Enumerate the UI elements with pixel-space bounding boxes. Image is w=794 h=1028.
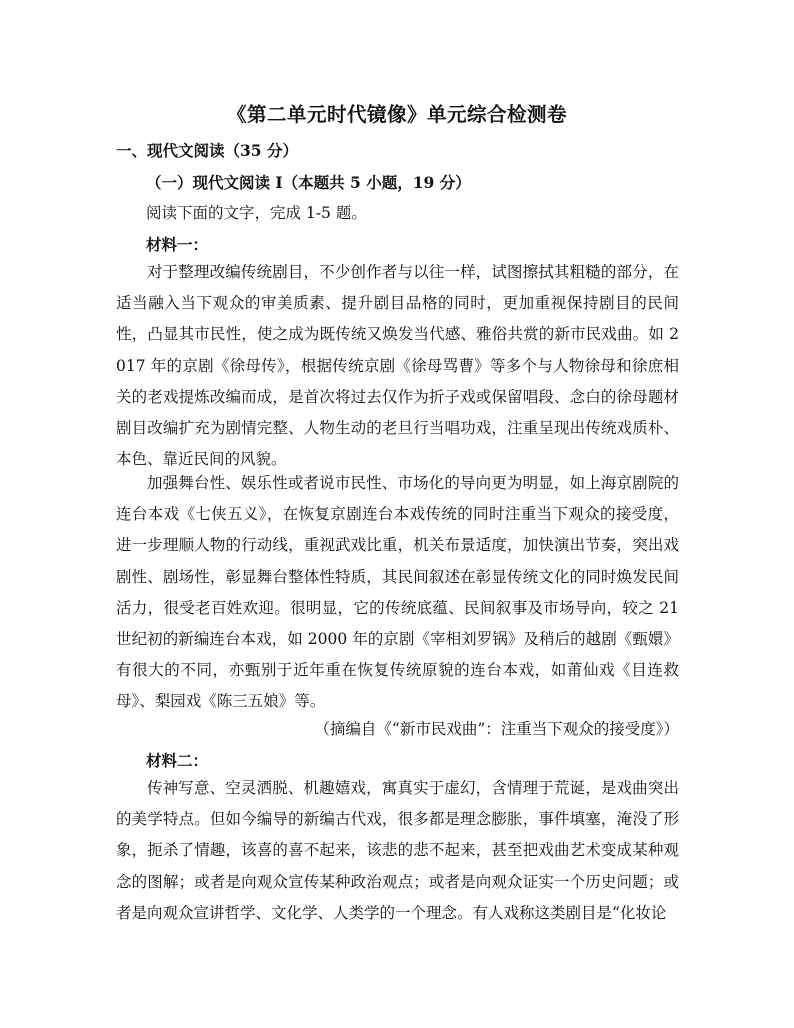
material-1-label: 材料一： <box>146 235 209 254</box>
reading-instruction: 阅读下面的文字，完成 1-5 题。 <box>146 204 367 222</box>
material-1-paragraph-1: 对于整理改编传统剧目，不少创作者与以往一样，试图擦拭其粗糙的部分，在适当融入当下观众的审美质素、提升剧目品格的同时，更加重视保持剧目的民间性，凸显其市民性，使之成为既传统又焕发当代感、雅俗共赏的新市民戏曲。如 2017 年的京剧《徐母传》，根据传统京剧《徐母骂曹》等多个与人物徐母和徐庶相关的老戏提炼改编而成，是首次将过去仅作为折子戏或保留唱段、念白的徐母题材剧目改编扩充为剧情完整、人物生动的老旦行当唱功戏，注重呈现出传统戏质朴、本色、靠近民间的风貌。 <box>116 263 679 469</box>
material-2-label: 材料二： <box>146 751 209 770</box>
material-2-paragraph: 传神写意、空灵洒脱、机趣嬉戏，寓真实于虚幻，含情理于荒诞，是戏曲突出的美学特点。但如今编导的新编古代戏，很多都是理念膨胀，事件填塞，淹没了形象，扼杀了情趣，该喜的喜不起来，该悲的悲不起来，甚至把戏曲艺术变成某种观念的图解；或者是向观众宣传某种政治观点；或者是向观众证实一个历史问题；或者是向观众宣讲哲学、文化学、人类学的一个理念。有人戏称这类剧目是“化妆论 <box>116 779 679 922</box>
material-1-source: （摘编自《“新市民戏曲”：注重当下观众的接受度》） <box>314 720 679 738</box>
document-title: 《第二单元时代镜像》单元综合检测卷 <box>226 103 567 126</box>
material-1-paragraph-2: 加强舞台性、娱乐性或者说市民性、市场化的导向更为明显，如上海京剧院的连台本戏《七侠五义》，在恢复京剧连台本戏传统的同时注重当下观众的接受度，进一步理顺人物的行动线，重视武戏比重，机关布景适度，加快演出节奏，突出戏剧性、剧场性，彰显舞台整体性特质，其民间叙述在彰显传统文化的同时焕发民间活力，很受老百姓欢迎。很明显，它的传统底蕴、民间叙事及市场导向，较之 21 世纪初的新编连台本戏，如 2000 年的京剧《宰相刘罗锅》及稍后的越剧《甄嬛》有很大的不同，亦甄别于近年重在恢复传统原貌的连台本戏，如莆仙戏《目连救母》、梨园戏《陈三五娘》等。 <box>116 474 679 711</box>
subsection-heading: （一）现代文阅读 I（本题共 5 小题，19 分） <box>146 173 471 192</box>
section-heading: 一、现代文阅读（35 分） <box>116 141 298 160</box>
